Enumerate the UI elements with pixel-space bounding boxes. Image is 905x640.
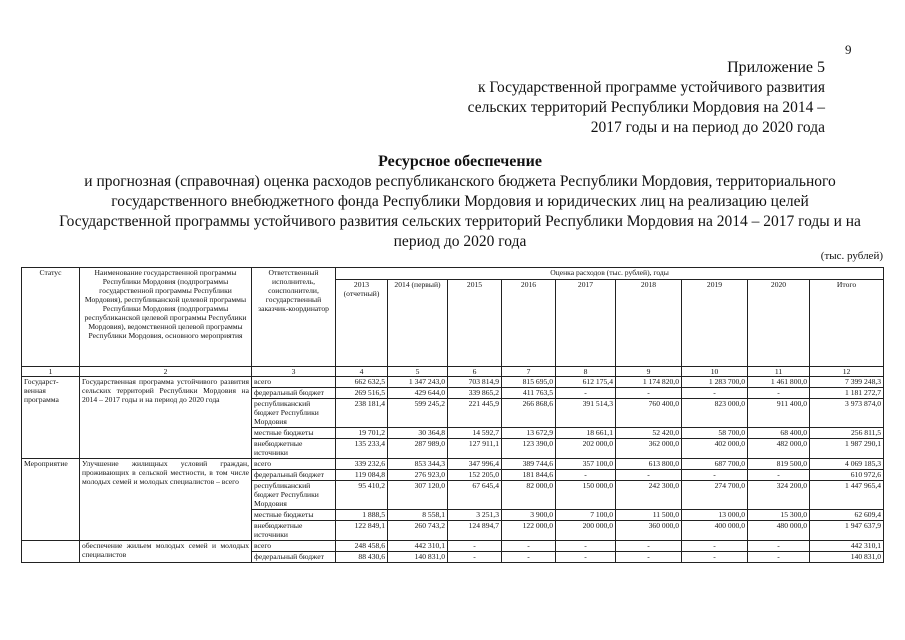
header-year-2015: 2015	[448, 280, 502, 367]
year-value-cell: 482 000,0	[748, 439, 810, 459]
year-value-cell: -	[502, 552, 556, 563]
year-value-cell: 260 743,2	[388, 521, 448, 541]
column-number: 6	[448, 367, 502, 377]
funding-source-cell: внебюджетные источники	[252, 521, 336, 541]
year-value-cell: 122 849,1	[336, 521, 388, 541]
year-value-cell: 13 672,9	[502, 428, 556, 439]
year-value-cell: 95 410,2	[336, 481, 388, 510]
appendix-title: Приложение 5	[727, 59, 825, 76]
year-value-cell: -	[556, 541, 616, 552]
column-number: 12	[810, 367, 884, 377]
year-value-cell: -	[556, 388, 616, 399]
total-value-cell: 442 310,1	[810, 541, 884, 552]
year-value-cell: 119 084,8	[336, 470, 388, 481]
year-value-cell: 8 558,1	[388, 510, 448, 521]
year-value-cell: 307 120,0	[388, 481, 448, 510]
column-number: 5	[388, 367, 448, 377]
year-value-cell: 819 500,0	[748, 459, 810, 470]
header-estimate: Оценка расходов (тыс. рублей), годы	[336, 268, 884, 280]
year-value-cell: 135 233,4	[336, 439, 388, 459]
year-value-cell: 1 461 800,0	[748, 377, 810, 388]
funding-source-cell: республиканский бюджет Республики Мордовия	[252, 481, 336, 510]
column-number: 8	[556, 367, 616, 377]
funding-source-cell: местные бюджеты	[252, 510, 336, 521]
total-value-cell: 7 399 248,3	[810, 377, 884, 388]
year-value-cell: -	[616, 388, 682, 399]
year-value-cell: 599 245,2	[388, 399, 448, 428]
year-value-cell: 1 888,5	[336, 510, 388, 521]
funding-source-cell: местные бюджеты	[252, 428, 336, 439]
program-name-cell: Улучшение жилищных условий граждан, проживающих в сельской местности, в том числе молодых семей и молодых специалистов – всего	[80, 459, 252, 541]
year-value-cell: 276 923,0	[388, 470, 448, 481]
year-value-cell: 480 000,0	[748, 521, 810, 541]
column-number: 7	[502, 367, 556, 377]
heading-line: и прогнозная (справочная) оценка расходов республиканского бюджета Республики Мордовия, территориального	[84, 173, 836, 190]
year-value-cell: 287 989,0	[388, 439, 448, 459]
column-number: 11	[748, 367, 810, 377]
funding-source-cell: внебюджетные источники	[252, 439, 336, 459]
column-number: 2	[80, 367, 252, 377]
funding-source-cell: всего	[252, 459, 336, 470]
year-value-cell: 389 744,6	[502, 459, 556, 470]
units-label: (тыс. рублей)	[820, 250, 883, 262]
year-value-cell: 429 644,0	[388, 388, 448, 399]
header-name: Наименование государственной программы Республики Мордовия (подпрограммы государственной программы Республики Мордовия), республиканской целевой программы Республики Мордовия (подпрограммы республиканской целевой программы Республики Мордовия), ведомственной целевой программы Республики Мордовия, основного мероприятия	[80, 268, 252, 367]
year-value-cell: 67 645,4	[448, 481, 502, 510]
year-value-cell: -	[682, 552, 748, 563]
document-heading	[20, 152, 900, 252]
year-value-cell: 911 400,0	[748, 399, 810, 428]
year-value-cell: 823 000,0	[682, 399, 748, 428]
year-value-cell: 127 911,1	[448, 439, 502, 459]
column-number: 10	[682, 367, 748, 377]
header-year-2013: 2013 (отчетный)	[336, 280, 388, 367]
year-value-cell: -	[682, 388, 748, 399]
year-value-cell: 140 831,0	[388, 552, 448, 563]
year-value-cell: 360 000,0	[616, 521, 682, 541]
year-value-cell: 152 205,0	[448, 470, 502, 481]
year-value-cell: 242 300,0	[616, 481, 682, 510]
header-executor: Ответственный исполнитель, соисполнители, государственный заказчик-координатор	[252, 268, 336, 367]
year-value-cell: 400 000,0	[682, 521, 748, 541]
funding-source-cell: федеральный бюджет	[252, 470, 336, 481]
year-value-cell: 760 400,0	[616, 399, 682, 428]
header-year-2014: 2014 (первый)	[388, 280, 448, 367]
year-value-cell: 30 364,8	[388, 428, 448, 439]
year-value-cell: 52 420,0	[616, 428, 682, 439]
year-value-cell: 58 700,0	[682, 428, 748, 439]
table-row	[22, 377, 884, 388]
year-value-cell: 150 000,0	[556, 481, 616, 510]
column-number-row	[22, 367, 884, 377]
header-year-2016: 2016	[502, 280, 556, 367]
appendix-note	[468, 58, 825, 138]
header-year-2019: 2019	[682, 280, 748, 367]
program-name-cell: обеспечение жильем молодых семей и молодых специалистов	[80, 541, 252, 563]
total-value-cell: 4 069 185,3	[810, 459, 884, 470]
year-value-cell: 269 516,5	[336, 388, 388, 399]
total-value-cell: 1 447 965,4	[810, 481, 884, 510]
year-value-cell: 815 695,0	[502, 377, 556, 388]
year-value-cell: 13 000,0	[682, 510, 748, 521]
year-value-cell: -	[616, 541, 682, 552]
total-value-cell: 256 811,5	[810, 428, 884, 439]
year-value-cell: 14 592,7	[448, 428, 502, 439]
total-value-cell: 610 972,6	[810, 470, 884, 481]
year-value-cell: 612 175,4	[556, 377, 616, 388]
year-value-cell: 324 200,0	[748, 481, 810, 510]
header-year-2020: 2020	[748, 280, 810, 367]
year-value-cell: 88 430,6	[336, 552, 388, 563]
year-value-cell: 1 283 700,0	[682, 377, 748, 388]
year-value-cell: 248 458,6	[336, 541, 388, 552]
year-value-cell: -	[616, 470, 682, 481]
year-value-cell: 442 310,1	[388, 541, 448, 552]
total-value-cell: 3 973 874,0	[810, 399, 884, 428]
year-value-cell: 202 000,0	[556, 439, 616, 459]
total-value-cell: 1 947 637,9	[810, 521, 884, 541]
year-value-cell: 391 514,3	[556, 399, 616, 428]
appendix-line: сельских территорий Республики Мордовия на 2014 –	[467, 99, 825, 116]
total-value-cell: 62 609,4	[810, 510, 884, 521]
year-value-cell: 123 390,0	[502, 439, 556, 459]
year-value-cell: 221 445,9	[448, 399, 502, 428]
year-value-cell: 82 000,0	[502, 481, 556, 510]
year-value-cell: 68 400,0	[748, 428, 810, 439]
heading-line: государственного внебюджетного фонда Республики Мордовия и юридических лиц на реализацию целей	[111, 193, 809, 210]
year-value-cell: 7 100,0	[556, 510, 616, 521]
status-cell: Государст-венная программа	[22, 377, 80, 459]
header-year-2018: 2018	[616, 280, 682, 367]
year-value-cell: 339 865,2	[448, 388, 502, 399]
status-cell: Мероприятие	[22, 459, 80, 541]
year-value-cell: 853 344,3	[388, 459, 448, 470]
total-value-cell: 1 181 272,7	[810, 388, 884, 399]
year-value-cell: -	[556, 552, 616, 563]
year-value-cell: 3 900,0	[502, 510, 556, 521]
year-value-cell: -	[502, 541, 556, 552]
year-value-cell: 362 000,0	[616, 439, 682, 459]
funding-source-cell: республиканский бюджет Республики Мордовия	[252, 399, 336, 428]
year-value-cell: 402 000,0	[682, 439, 748, 459]
year-value-cell: 200 000,0	[556, 521, 616, 541]
table-body	[22, 377, 884, 563]
table-row	[22, 459, 884, 470]
year-value-cell: -	[682, 470, 748, 481]
header-status: Статус	[22, 268, 80, 367]
year-value-cell: -	[748, 388, 810, 399]
year-value-cell: -	[748, 552, 810, 563]
year-value-cell: 357 100,0	[556, 459, 616, 470]
year-value-cell: 339 232,6	[336, 459, 388, 470]
year-value-cell: -	[748, 541, 810, 552]
year-value-cell: 347 996,4	[448, 459, 502, 470]
heading-title: Ресурсное обеспечение	[378, 153, 542, 170]
year-value-cell: -	[748, 470, 810, 481]
column-number: 4	[336, 367, 388, 377]
funding-source-cell: всего	[252, 541, 336, 552]
resource-table	[21, 267, 884, 563]
status-cell	[22, 541, 80, 563]
header-total: Итого	[810, 280, 884, 367]
year-value-cell: 613 800,0	[616, 459, 682, 470]
column-number: 1	[22, 367, 80, 377]
year-value-cell: 1 347 243,0	[388, 377, 448, 388]
year-value-cell: 662 632,5	[336, 377, 388, 388]
year-value-cell: 124 894,7	[448, 521, 502, 541]
funding-source-cell: федеральный бюджет	[252, 388, 336, 399]
column-number: 3	[252, 367, 336, 377]
year-value-cell: -	[448, 552, 502, 563]
total-value-cell: 1 987 290,1	[810, 439, 884, 459]
table-row	[22, 541, 884, 552]
year-value-cell: 274 700,0	[682, 481, 748, 510]
year-value-cell: -	[616, 552, 682, 563]
funding-source-cell: всего	[252, 377, 336, 388]
program-name-cell: Государственная программа устойчивого развития сельских территорий Республики Мордовия на 2014 – 2017 годы и на период до 2020 года	[80, 377, 252, 459]
heading-line: период до 2020 года	[393, 233, 527, 250]
header-year-2017: 2017	[556, 280, 616, 367]
year-value-cell: 238 181,4	[336, 399, 388, 428]
appendix-line: к Государственной программе устойчивого развития	[478, 79, 825, 96]
year-value-cell: 15 300,0	[748, 510, 810, 521]
year-value-cell: 687 700,0	[682, 459, 748, 470]
year-value-cell: 18 661,1	[556, 428, 616, 439]
year-value-cell: 1 174 820,0	[616, 377, 682, 388]
year-value-cell: 122 000,0	[502, 521, 556, 541]
year-value-cell: 266 868,6	[502, 399, 556, 428]
year-value-cell: -	[682, 541, 748, 552]
total-value-cell: 140 831,0	[810, 552, 884, 563]
year-value-cell: 181 844,6	[502, 470, 556, 481]
year-value-cell: 11 500,0	[616, 510, 682, 521]
year-value-cell: 411 763,5	[502, 388, 556, 399]
funding-source-cell: федеральный бюджет	[252, 552, 336, 563]
year-value-cell: 19 701,2	[336, 428, 388, 439]
page-number: 9	[845, 42, 852, 57]
year-value-cell: 3 251,3	[448, 510, 502, 521]
column-number: 9	[616, 367, 682, 377]
year-value-cell: -	[556, 470, 616, 481]
year-value-cell: -	[448, 541, 502, 552]
year-value-cell: 703 814,9	[448, 377, 502, 388]
heading-line: Государственной программы устойчивого развития сельских территорий Республики Мордовия на 2014 – 2017 годы и на	[59, 213, 861, 230]
appendix-line: 2017 годы и на период до 2020 года	[590, 119, 825, 136]
